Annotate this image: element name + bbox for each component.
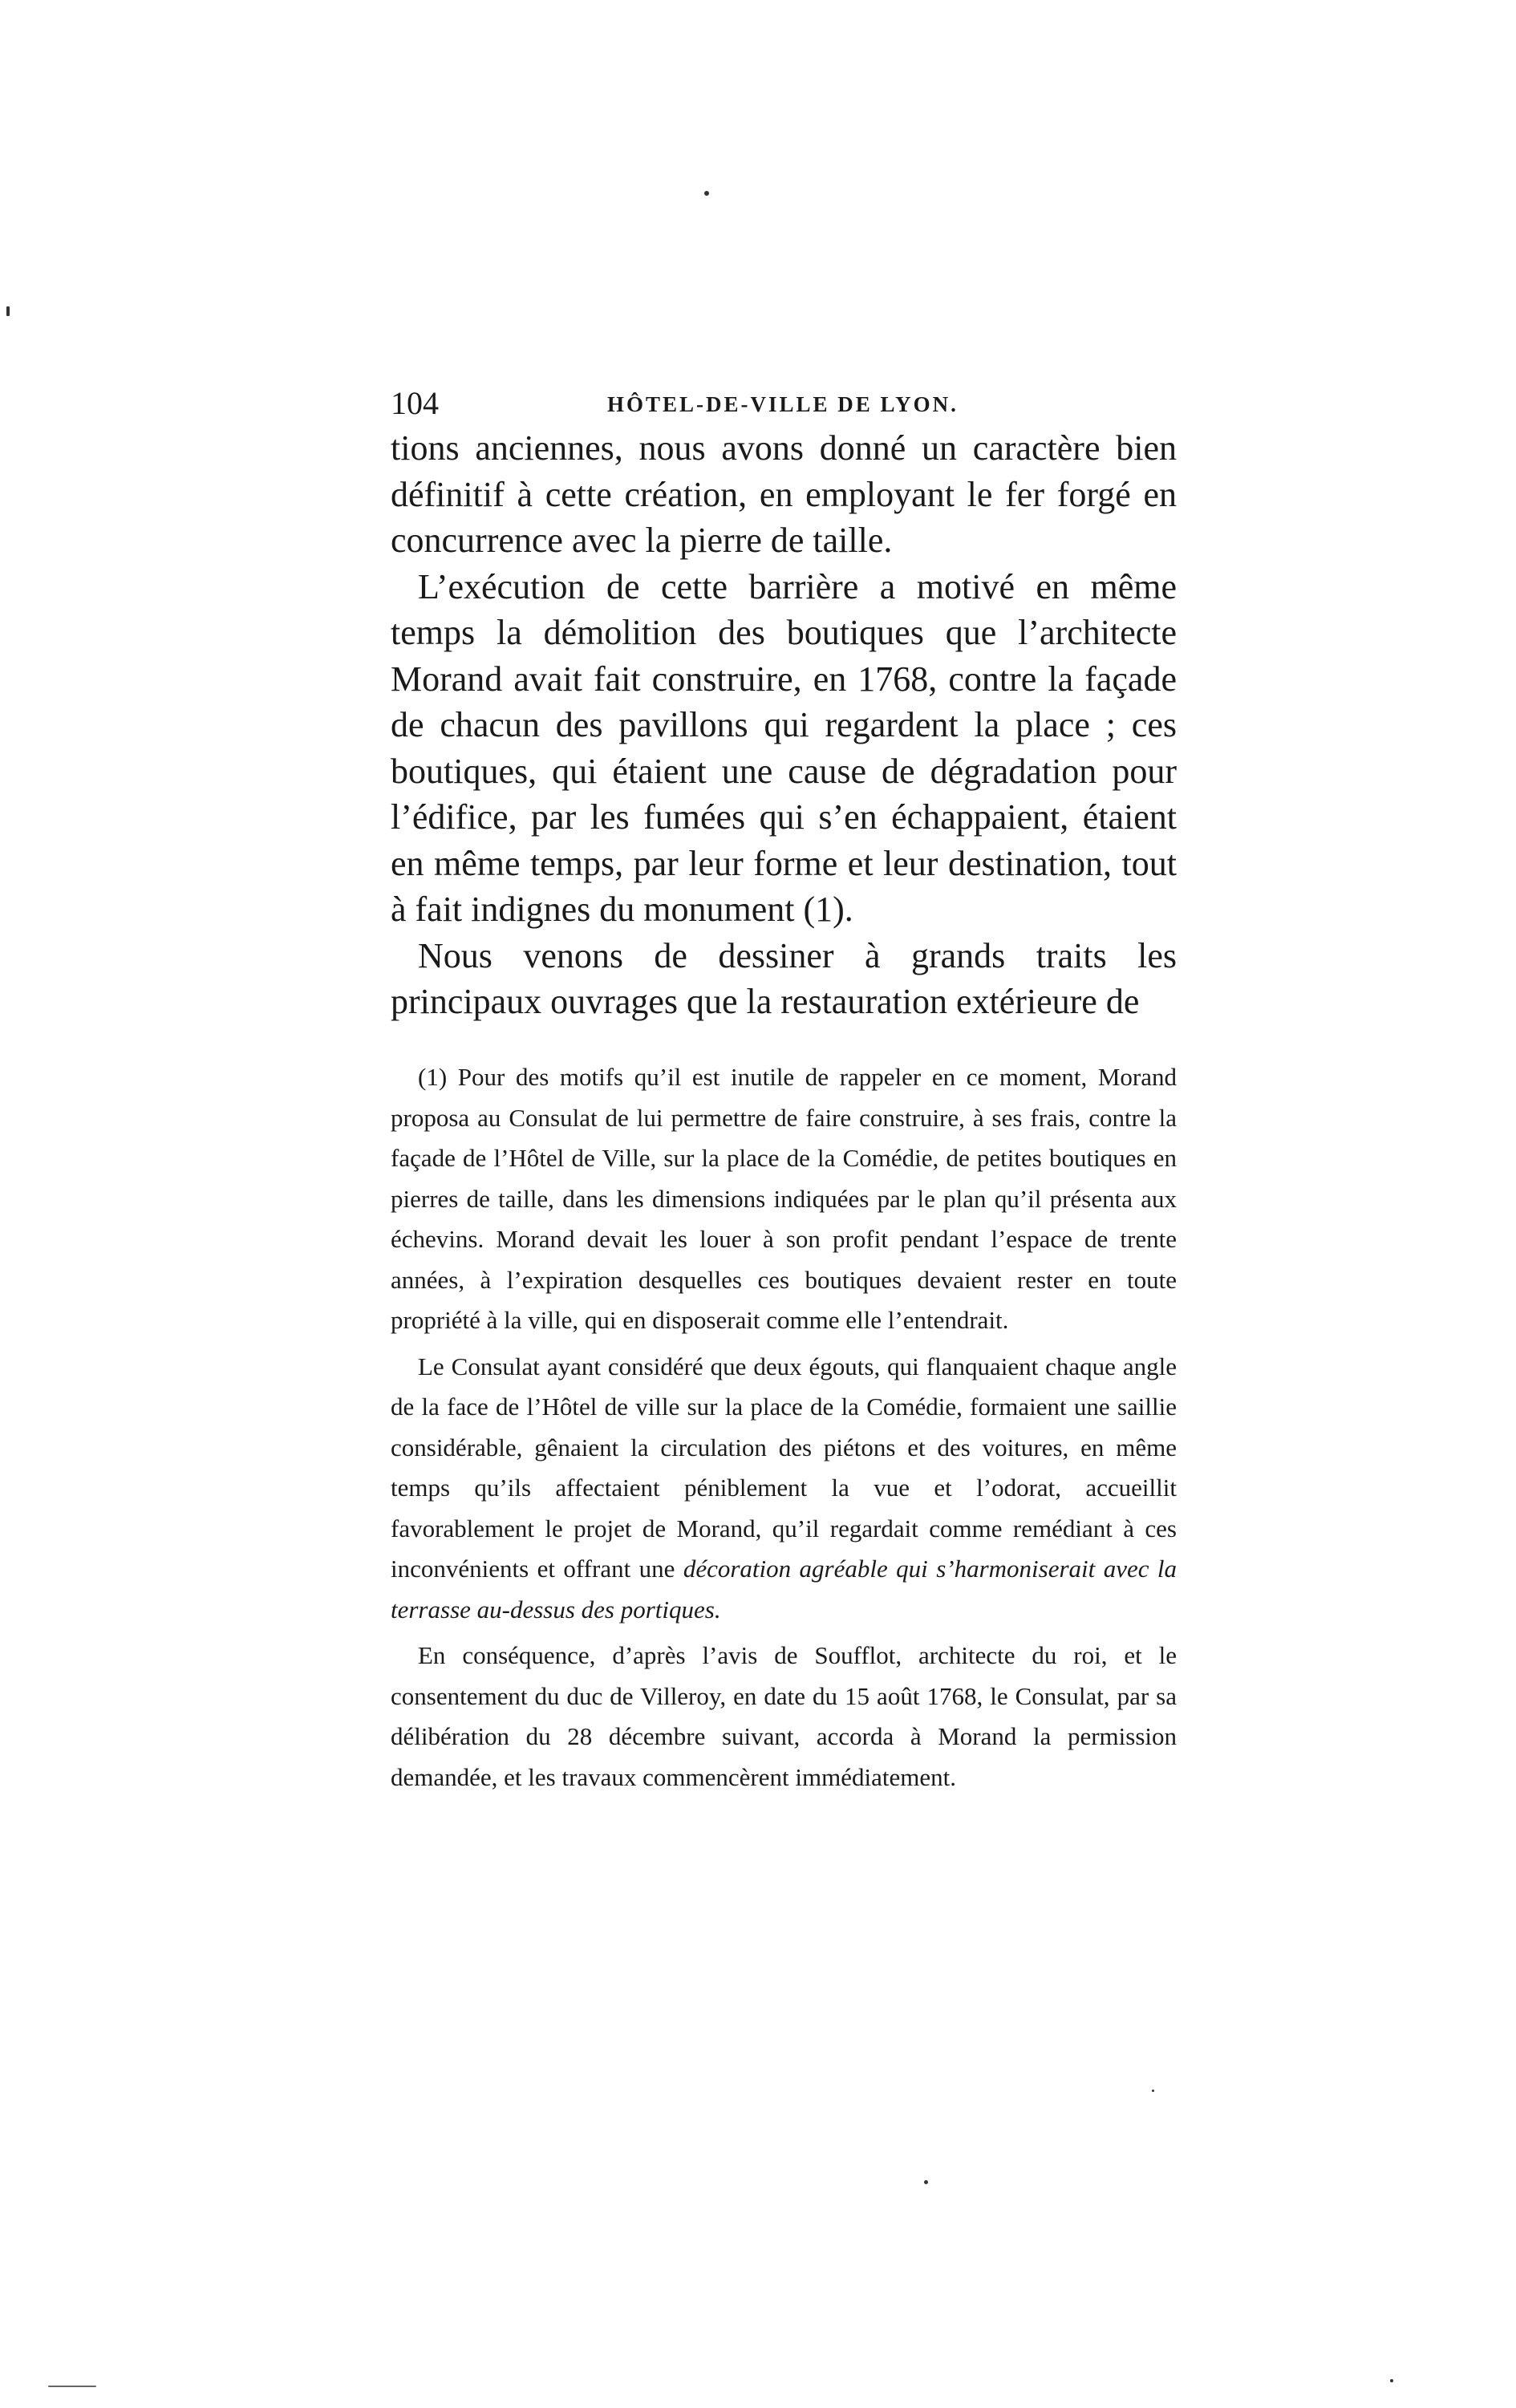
footnote bbox=[391, 1057, 1177, 1803]
running-head bbox=[391, 383, 1177, 424]
footnote-paragraph: (1) Pour des motifs qu’il est inutile de rappeler en ce moment, Morand proposa au Consulat de lui permettre de faire construire, à ses frais, contre la façade de l’Hôtel de Ville, sur la place de la Comédie, de petites boutiques en pierres de taille, dans les dimensions indiquées par le plan qu’il présenta aux échevins. Morand devait les louer à son profit pendant l’espace de trente années, à l’expiration desquelles ces boutiques devaient rester en toute propriété à la ville, qui en disposerait comme elle l’entendrait. bbox=[391, 1063, 1177, 1334]
print-speck bbox=[48, 2386, 96, 2387]
print-speck bbox=[924, 2180, 928, 2184]
print-speck bbox=[704, 191, 709, 196]
print-speck bbox=[6, 306, 10, 316]
footnote-paragraph: En conséquence, d’après l’avis de Soufflot, architecte du roi, et le consentement du duc de Villeroy, en date du 15 août 1768, le Consulat, par sa délibération du 28 décembre suivant, accorda à Morand la permission demandée, et les travaux commencèrent immédiatement. bbox=[391, 1641, 1177, 1791]
body-paragraph: L’exécution de cette barrière a motivé en même temps la démolition des boutiques que l’architecte Morand avait fait construire, en 1768, contre la façade de chacun des pavillons qui regardent la place ; ces boutiques, qui étaient une cause de dégradation pour l’édifice, par les fumées qui s’en échappaient, étaient en même temps, par leur forme et leur destination, tout à fait indignes du monument (1). bbox=[391, 566, 1177, 929]
print-speck bbox=[1152, 2090, 1154, 2092]
page-number: 104 bbox=[391, 385, 439, 421]
body-paragraph: Nous venons de dessiner à grands traits les principaux ouvrages que la restauration extérieure de bbox=[391, 935, 1177, 1021]
print-speck bbox=[1390, 2379, 1393, 2382]
footnote-italic-quote: décoration agréable qui s’harmoniserait avec la terrasse au-dessus des portiques. bbox=[391, 1555, 1178, 1624]
main-text bbox=[391, 425, 1177, 1025]
footnote-text: Le Consulat ayant considéré que deux égouts, qui flanquaient chaque angle de la face de l’Hôtel de ville sur la place de la Comédie, formaient une saillie considérable, gênaient la circulation des piétons et des voitures, en même temps qu’ils affectaient péniblement la vue et l’odorat, accueillit favorablement le projet de Morand, qu’il regardait comme remédiant à ces inconvénients et offrant une bbox=[391, 1352, 1177, 1583]
running-title: HÔTEL-DE-VILLE DE LYON. bbox=[607, 392, 959, 416]
footnote-paragraph bbox=[391, 1347, 1177, 1631]
body-paragraph: tions anciennes, nous avons donné un caractère bien définitif à cette création, en employant le fer forgé en concurrence avec la pierre de taille. bbox=[391, 428, 1177, 560]
